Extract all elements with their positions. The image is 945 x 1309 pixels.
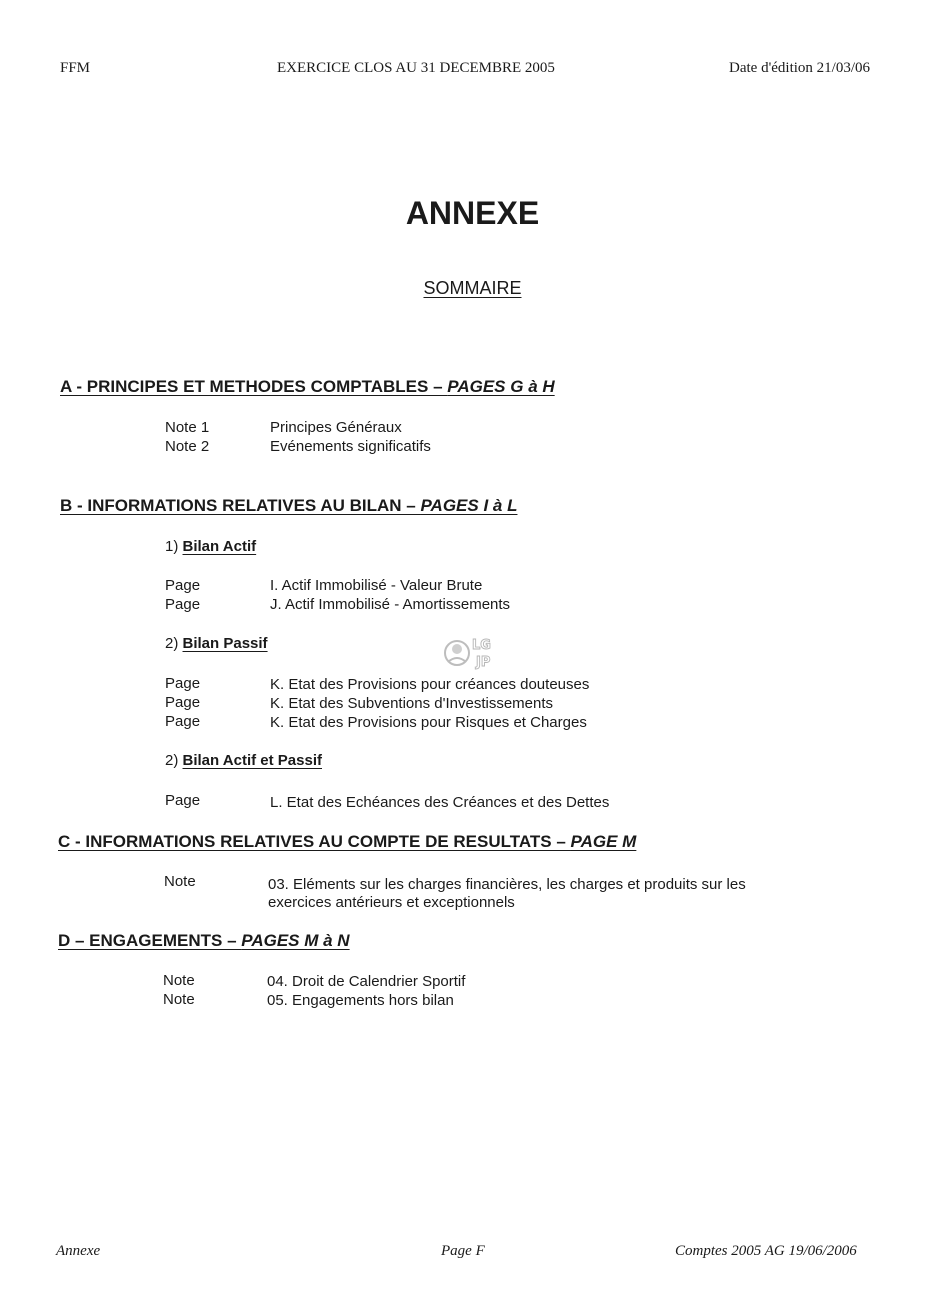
subsection-item-text: L. Etat des Echéances des Créances et des Dettes bbox=[270, 794, 610, 811]
subsection-item-label: Page bbox=[165, 713, 201, 730]
subsection-item-label: Page bbox=[165, 792, 201, 809]
stamp-text-bottom: JP bbox=[476, 655, 491, 670]
section-a-heading: A - PRINCIPES ET METHODES COMPTABLES – PAGES G à H bbox=[60, 377, 555, 396]
header-edition-date: Date d'édition 21/03/06 bbox=[729, 60, 871, 76]
subsection-item-label: Page bbox=[165, 694, 201, 711]
section-a-item-text: Principes Généraux bbox=[270, 419, 402, 436]
section-a-item-label: Note 2 bbox=[165, 438, 210, 455]
section-d-item-label: Note bbox=[163, 972, 195, 989]
section-d-item-text: 04. Droit de Calendrier Sportif bbox=[267, 973, 466, 990]
page-subtitle: SOMMAIRE bbox=[423, 278, 522, 298]
subsection-item-text: K. Etat des Provisions pour Risques et Charges bbox=[270, 714, 587, 731]
section-d-heading: D – ENGAGEMENTS – PAGES M à N bbox=[58, 931, 350, 950]
subsection-item-text: J. Actif Immobilisé - Amortissements bbox=[270, 596, 511, 613]
subsection-item-label: Page bbox=[165, 675, 201, 692]
stamp-text-top: LG bbox=[472, 638, 491, 653]
section-a-item-label: Note 1 bbox=[165, 419, 210, 436]
initials-stamp bbox=[440, 632, 502, 674]
subsection-bilan-actif: 1) Bilan Actif bbox=[165, 538, 257, 555]
subsection-bilan-passif: 2) Bilan Passif bbox=[165, 635, 268, 652]
section-a-item-text: Evénements significatifs bbox=[270, 438, 431, 455]
footer-section-name: Annexe bbox=[56, 1243, 101, 1259]
section-b-heading: B - INFORMATIONS RELATIVES AU BILAN – PAGES I à L bbox=[60, 496, 518, 515]
section-c-item-text: 03. Eléments sur les charges financières, les charges et produits sur les bbox=[268, 876, 746, 893]
footer-accounts-ref: Comptes 2005 AG 19/06/2006 bbox=[675, 1243, 857, 1259]
header-org: FFM bbox=[60, 60, 91, 76]
section-d-item-label: Note bbox=[163, 991, 195, 1008]
page-title: ANNEXE bbox=[405, 195, 540, 231]
subsection-item-text: I. Actif Immobilisé - Valeur Brute bbox=[270, 577, 483, 594]
section-d-item-text: 05. Engagements hors bilan bbox=[267, 992, 454, 1009]
subsection-bilan-actif-passif: 2) Bilan Actif et Passif bbox=[165, 752, 322, 769]
header-exercise: EXERCICE CLOS AU 31 DECEMBRE 2005 bbox=[277, 60, 555, 76]
subsection-item-text: K. Etat des Subventions d'Investissements bbox=[270, 695, 554, 712]
section-c-heading: C - INFORMATIONS RELATIVES AU COMPTE DE RESULTATS – PAGE M bbox=[58, 832, 637, 851]
footer-page-number: Page F bbox=[441, 1243, 485, 1259]
subsection-item-text: K. Etat des Provisions pour créances douteuses bbox=[270, 676, 590, 693]
subsection-item-label: Page bbox=[165, 596, 201, 613]
subsection-item-label: Page bbox=[165, 577, 201, 594]
section-c-item-label: Note bbox=[164, 873, 196, 890]
section-c-item-text-continued: exercices antérieurs et exceptionnels bbox=[268, 894, 515, 911]
